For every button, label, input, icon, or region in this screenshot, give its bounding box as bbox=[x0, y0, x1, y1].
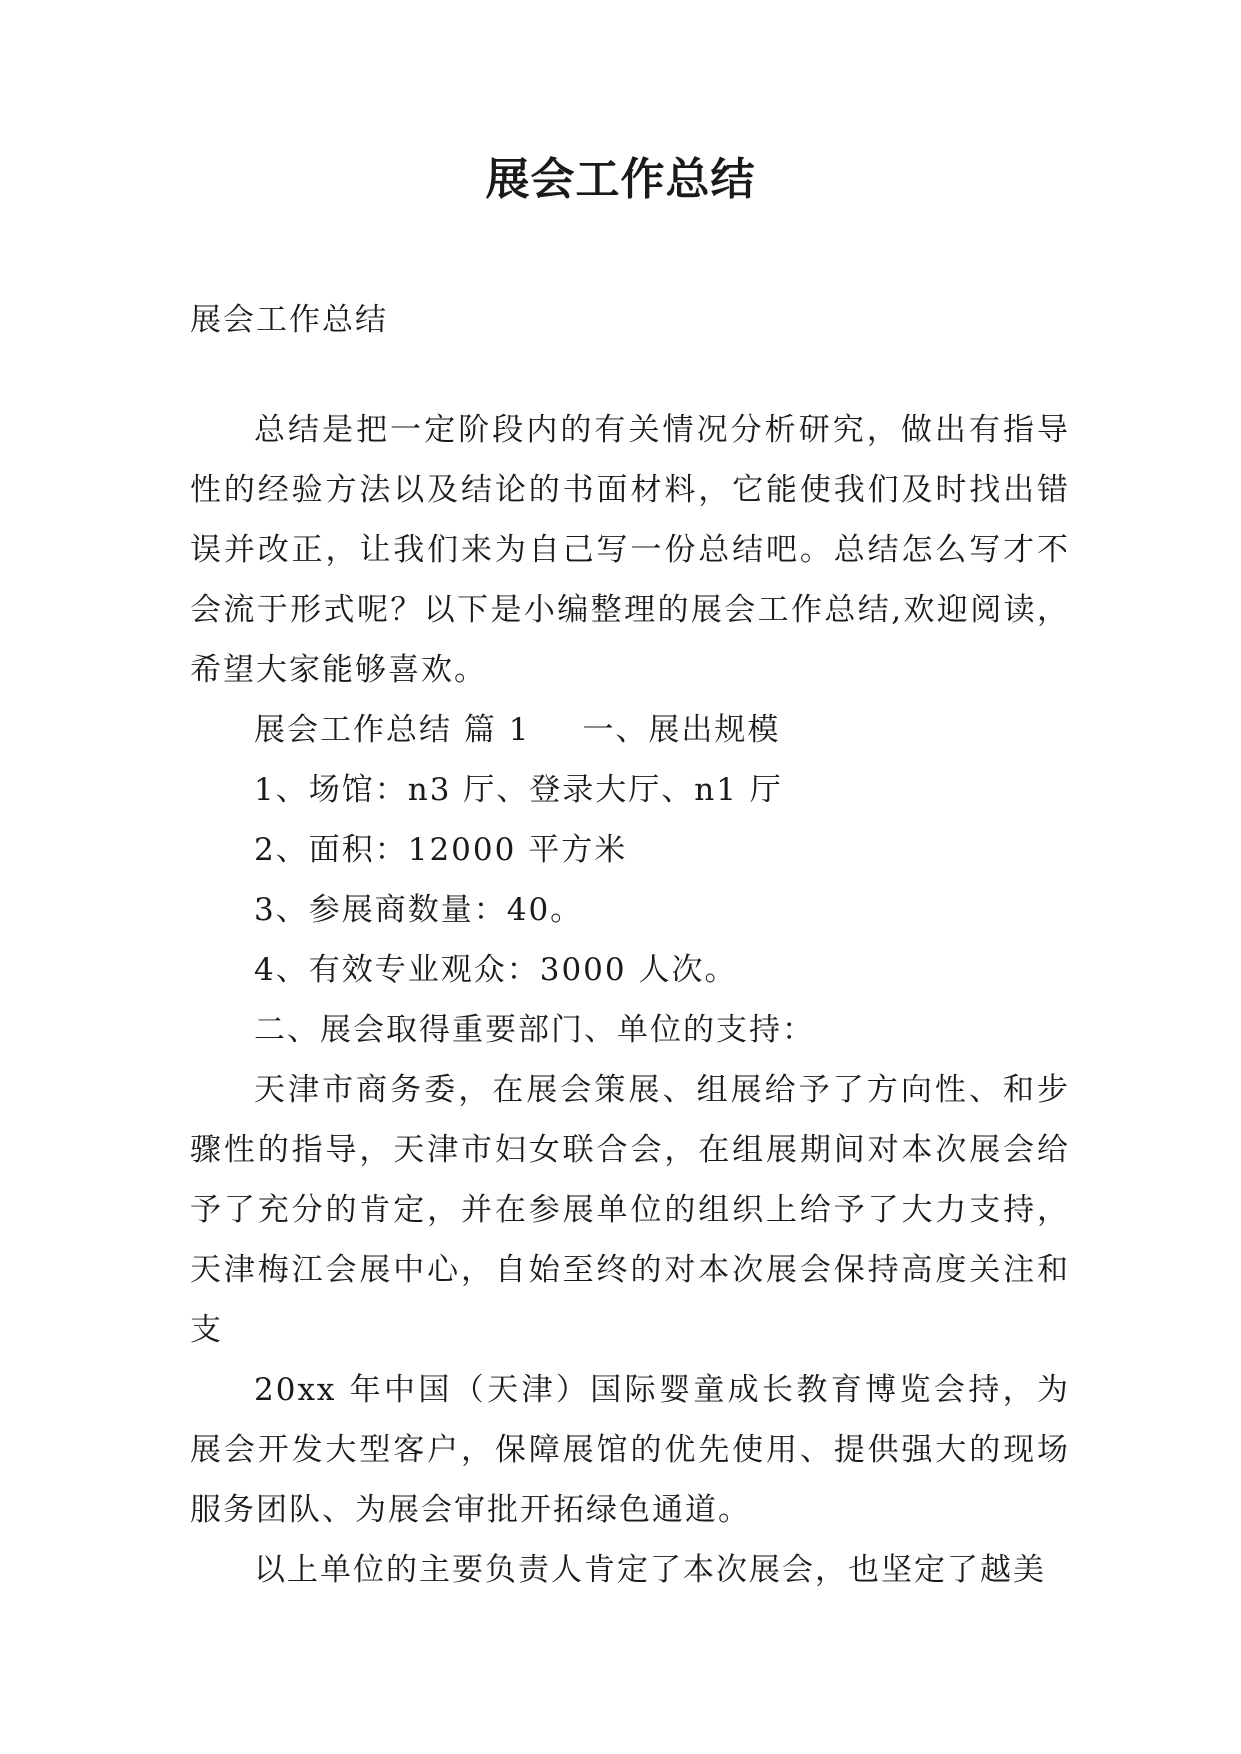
list-item: 1、场馆：n3 厅、登录大厅、n1 厅 bbox=[254, 772, 783, 808]
part2-heading: 二、展会取得重要部门、单位的支持： bbox=[254, 1012, 815, 1048]
list-item: 3、参展商数量：40。 bbox=[254, 892, 584, 928]
list-item: 2、面积：12000 平方米 bbox=[254, 832, 628, 868]
document-title: 展会工作总结 bbox=[485, 154, 756, 205]
section-heading-line bbox=[190, 700, 1070, 760]
section-heading: 展会工作总结 篇 1 bbox=[254, 712, 531, 748]
intro-paragraph: 总结是把一定阶段内的有关情况分析研究，做出有指导性的经验方法以及结论的书面材料，它能使我们及时找出错误并改正，让我们来为自己写一份总结吧。总结怎么写才不会流于形式呢？以下是小编整理的展会工作总结,欢迎阅读，希望大家能够喜欢。 bbox=[190, 412, 1070, 688]
section-subheading: 一、展出规模 bbox=[582, 712, 781, 748]
part2-paragraph-2: 20xx 年中国（天津）国际婴童成长教育博览会持，为展会开发大型客户，保障展馆的优先使用、提供强大的现场服务团队、为展会审批开拓绿色通道。 bbox=[190, 1372, 1070, 1528]
document-subtitle: 展会工作总结 bbox=[190, 302, 388, 338]
part2-paragraph-1: 天津市商务委，在展会策展、组展给予了方向性、和步骤性的指导，天津市妇女联合会，在组展期间对本次展会给予了充分的肯定，并在参展单位的组织上给予了大力支持，天津梅江会展中心，自始至终的对本次展会保持高度关注和支 bbox=[190, 1072, 1070, 1348]
document-body bbox=[190, 400, 1070, 1600]
list-item: 4、有效专业观众：3000 人次。 bbox=[254, 952, 738, 988]
part2-paragraph-3: 以上单位的主要负责人肯定了本次展会，也坚定了越美 bbox=[254, 1552, 1046, 1588]
